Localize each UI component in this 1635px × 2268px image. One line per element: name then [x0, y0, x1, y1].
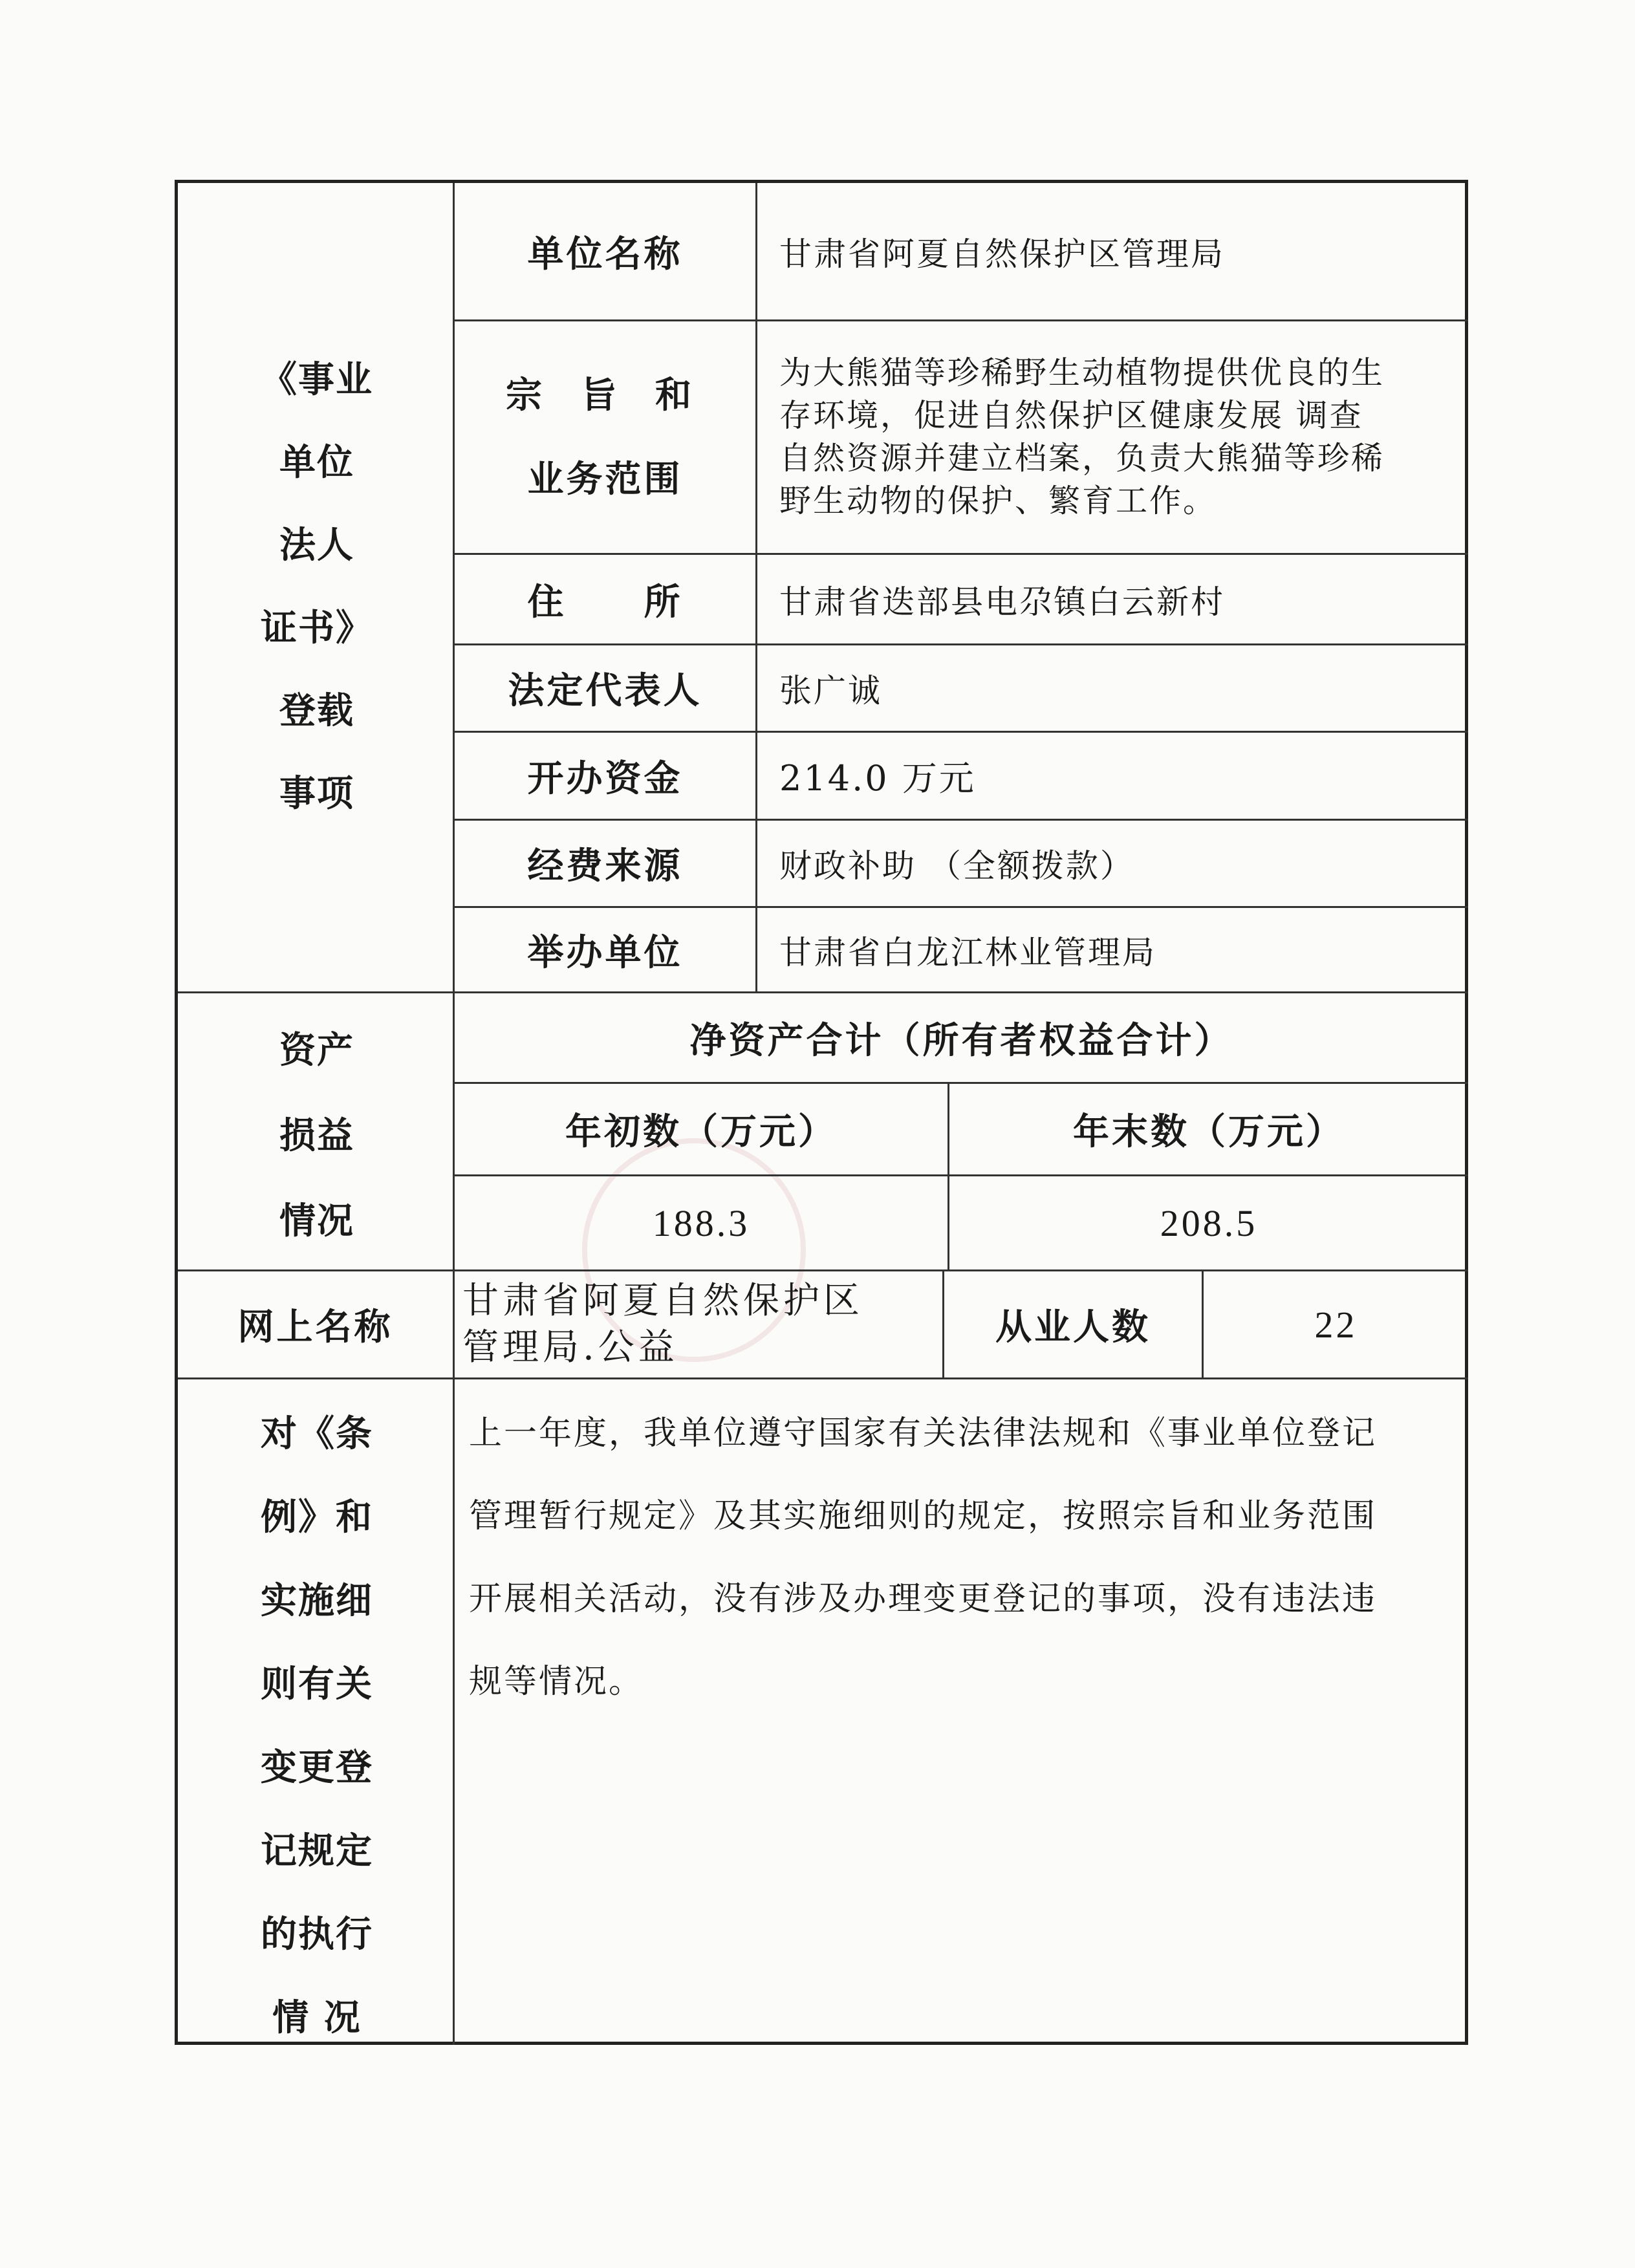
online-name-label: 网上名称	[237, 1306, 393, 1348]
purpose-value	[779, 321, 1465, 553]
staff-count-value: 22	[1314, 1303, 1358, 1346]
purpose-label-line: 宗 旨 和	[506, 374, 704, 416]
begin-year-value: 188.3	[652, 1202, 750, 1244]
compliance-line: 管理暂行规定》及其实施细则的规定，按照宗旨和业务范围	[469, 1497, 1378, 1535]
end-year-header: 年末数（万元）	[1073, 1110, 1345, 1153]
assets-label-line: 损益	[279, 1114, 354, 1157]
capital-value: 214.0 万元	[779, 758, 976, 799]
online-name-line: 甘肃省阿夏自然保护区	[462, 1280, 863, 1322]
funding-value: 财政补助 （全额拨款）	[779, 847, 1134, 885]
net-assets-header: 净资产合计（所有者权益合计）	[689, 1019, 1233, 1062]
purpose-label	[455, 321, 755, 553]
compliance-text	[469, 1392, 1458, 1723]
report-table	[175, 180, 1468, 2045]
purpose-line: 为大熊猫等珍稀野生动植物提供优良的生	[779, 354, 1385, 391]
compliance-label-line: 例》和	[261, 1496, 373, 1539]
compliance-label-line: 变更登	[261, 1746, 373, 1789]
purpose-line: 自然资源并建立档案，负责大熊猫等珍稀	[779, 440, 1385, 477]
assets-section-label	[217, 1008, 417, 1264]
compliance-label-line: 情 况	[272, 1996, 362, 2039]
purpose-label-line: 业务范围	[527, 458, 683, 501]
compliance-line: 上一年度，我单位遵守国家有关法律法规和《事业单位登记	[469, 1414, 1378, 1453]
compliance-label-line: 对《条	[261, 1412, 373, 1455]
purpose-line: 野生动物的保护、繁育工作。	[779, 482, 1217, 519]
sponsor-value: 甘肃省白龙江林业管理局	[779, 933, 1156, 971]
registration-section-label	[217, 338, 417, 835]
section-label-line: 《事业	[261, 358, 373, 401]
funding-label: 经费来源	[527, 845, 683, 887]
section-label-line: 事项	[279, 772, 354, 815]
begin-year-header: 年初数（万元）	[565, 1110, 837, 1153]
compliance-label-line: 的执行	[261, 1913, 373, 1956]
end-year-value: 208.5	[1160, 1202, 1258, 1244]
address-value: 甘肃省迭部县电尕镇白云新村	[779, 583, 1225, 621]
compliance-label-line: 实施细	[261, 1579, 373, 1622]
section-label-line: 单位	[279, 441, 354, 484]
section-label-line: 法人	[279, 524, 354, 567]
compliance-label	[217, 1392, 417, 2060]
staff-count-label: 从业人数	[995, 1306, 1151, 1348]
assets-label-line: 资产	[279, 1029, 354, 1072]
sponsor-label: 举办单位	[527, 931, 683, 974]
compliance-label-line: 则有关	[261, 1663, 373, 1705]
unit-name-label: 单位名称	[527, 232, 683, 275]
assets-label-line: 情况	[279, 1200, 354, 1242]
purpose-line: 存环境，促进自然保护区健康发展 调查	[779, 397, 1363, 434]
legal-rep-label: 法定代表人	[508, 669, 702, 712]
address-label: 住 所	[527, 580, 683, 623]
compliance-line: 规等情况。	[469, 1663, 644, 1701]
compliance-label-line: 记规定	[261, 1830, 373, 1872]
compliance-line: 开展相关活动，没有涉及办理变更登记的事项，没有违法违	[469, 1580, 1378, 1618]
section-label-line: 登载	[279, 689, 354, 732]
online-name-line: 管理局.公益	[462, 1326, 678, 1368]
legal-rep-value: 张广诚	[779, 672, 882, 709]
unit-name-value: 甘肃省阿夏自然保护区管理局	[779, 235, 1225, 273]
online-name-value	[462, 1271, 941, 1377]
section-label-line: 证书》	[261, 607, 373, 649]
capital-label: 开办资金	[527, 757, 683, 800]
